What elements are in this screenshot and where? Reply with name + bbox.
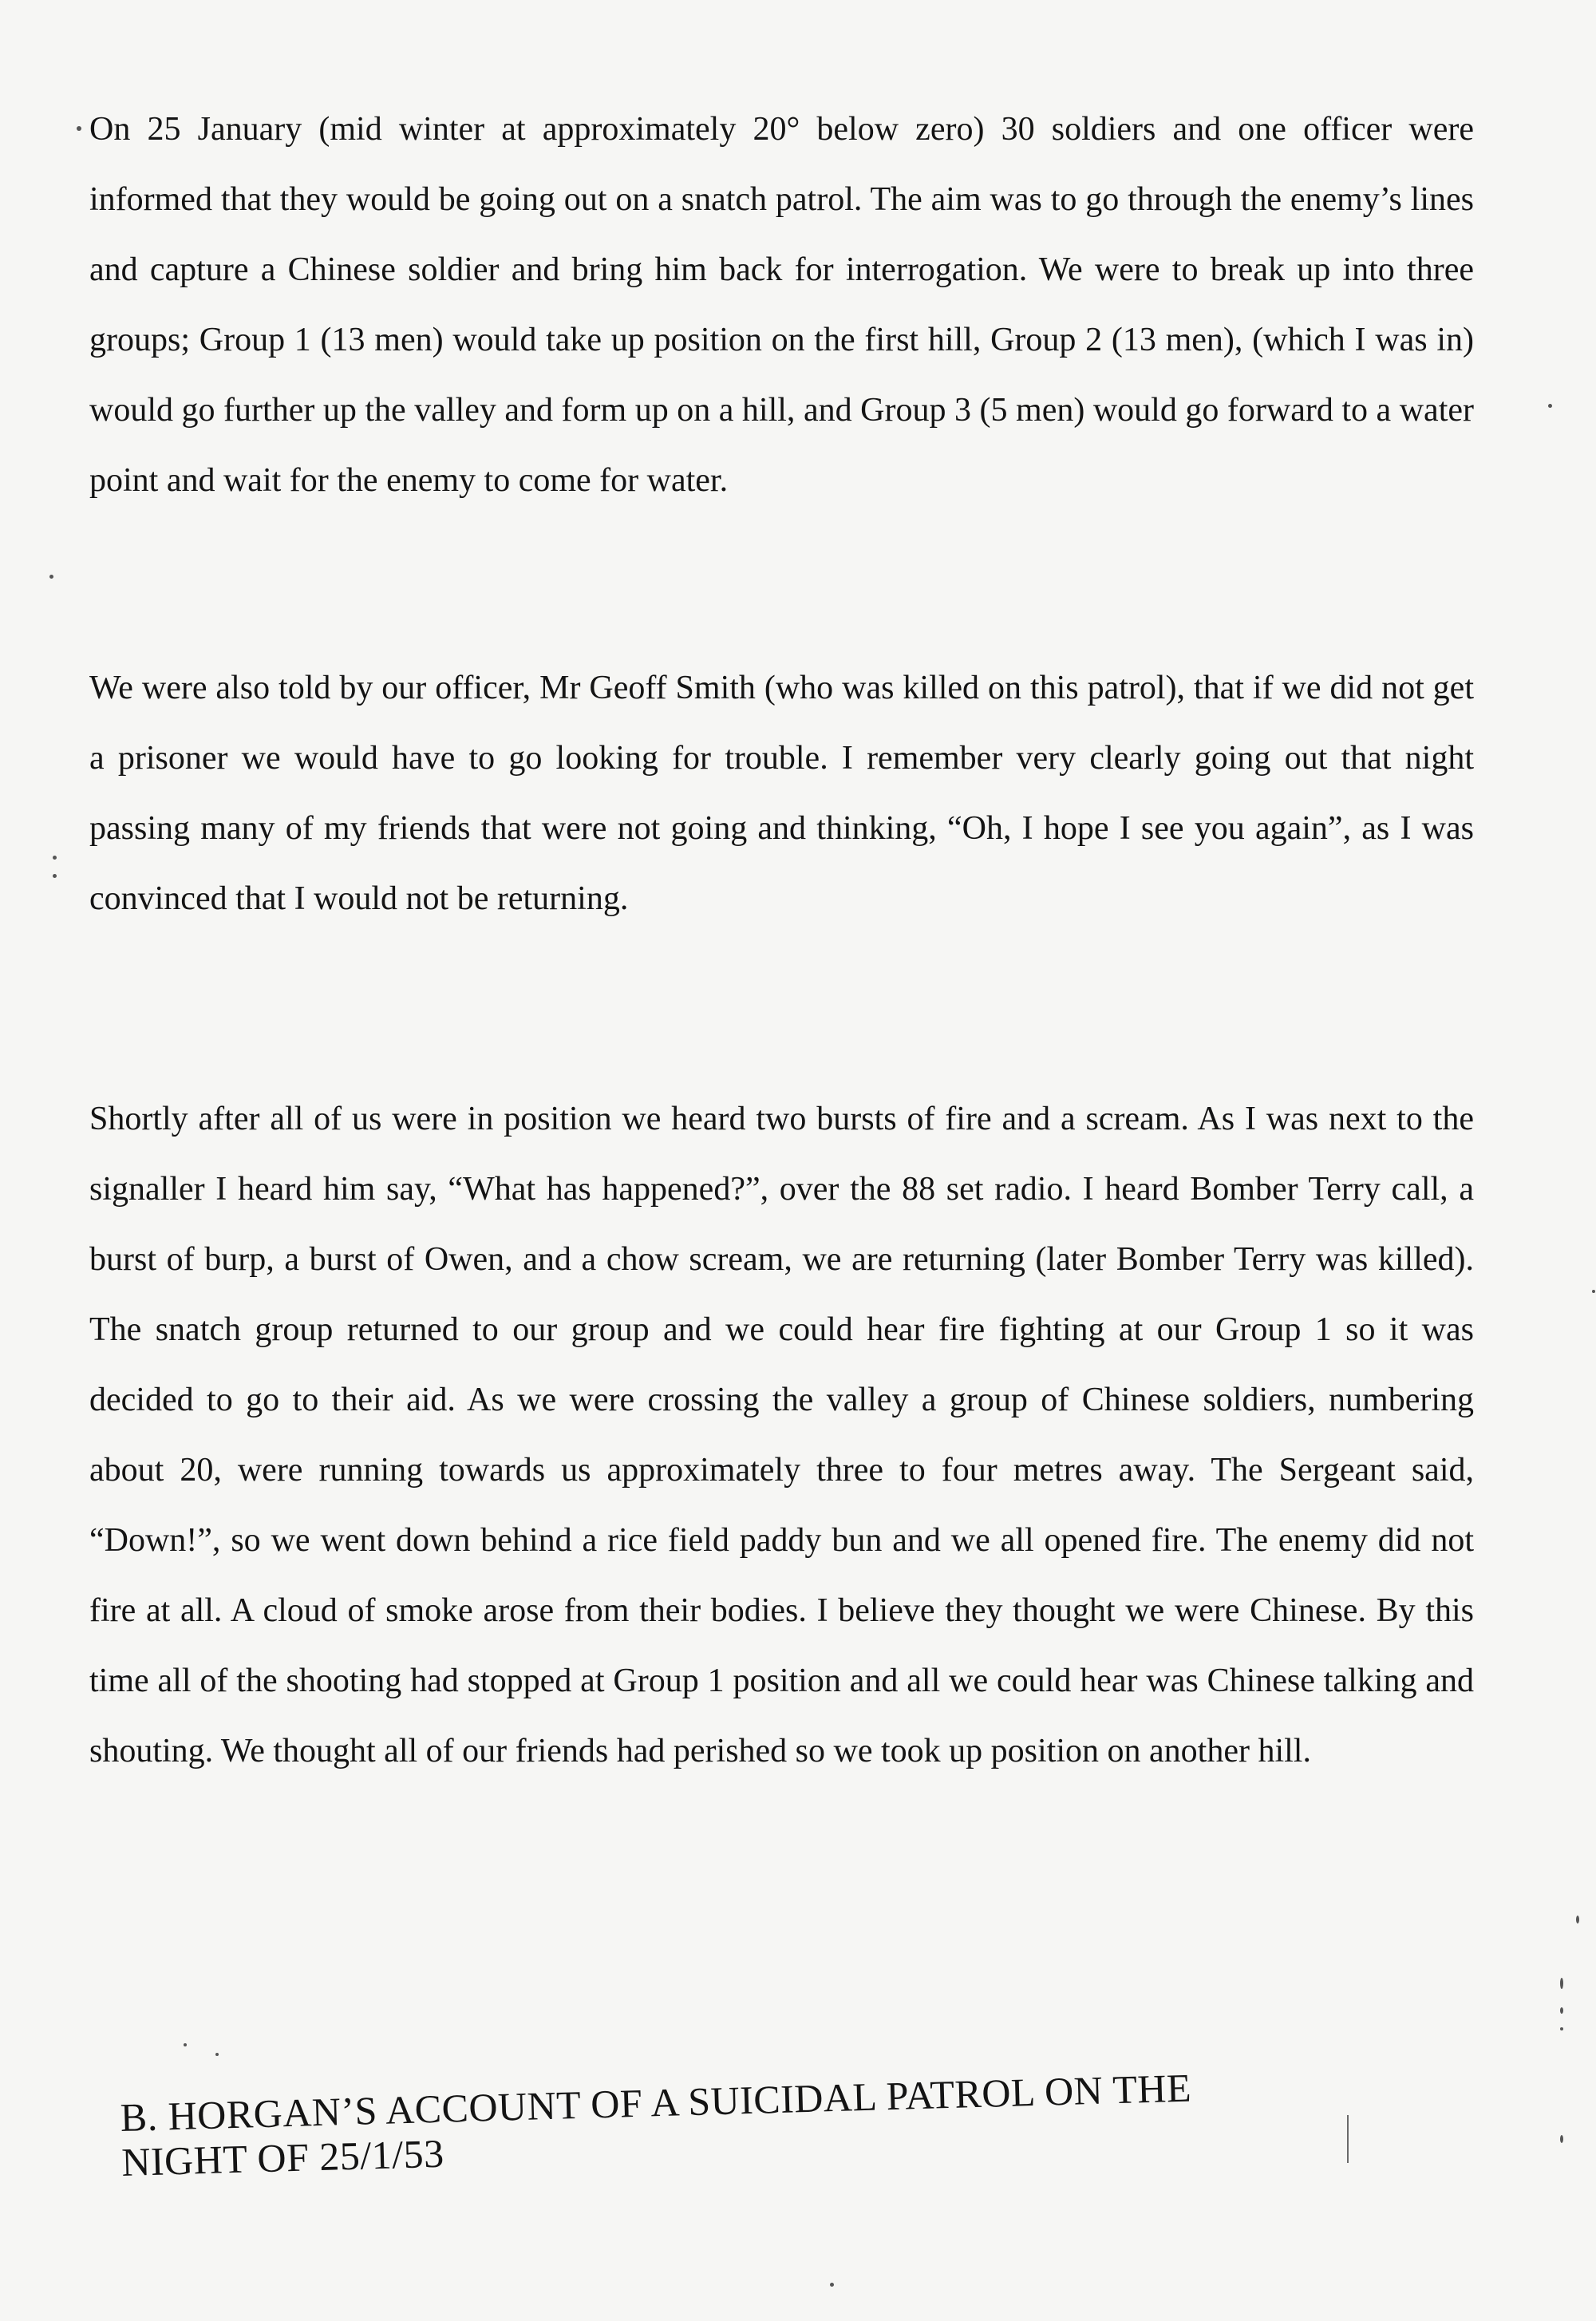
document-caption [120,2060,1367,2185]
caption-line-2: NIGHT OF 25/1/53 [120,2130,445,2185]
scan-speck [1560,2027,1563,2030]
scan-speck [184,2043,187,2046]
caption-line-1: B. HORGAN’S ACCOUNT OF A SUICIDAL PATROL ON THE [120,2065,1192,2140]
scan-speck [1560,2135,1563,2143]
scan-speck [215,2053,219,2056]
scan-speck [77,126,81,131]
scan-speck [53,856,57,860]
scan-speck [1560,2007,1563,2014]
scan-speck [830,2283,834,2287]
paragraph-text: We were also told by our officer, Mr Geoff Smith (who was killed on this patrol), that if we did not get a prisoner we would have to go looking for trouble. I remember very clearly going out that night passing many of my friends that were not going and thinking, “Oh, I hope I see you again”, as I was convinced that I would not be returning. [89,670,1474,917]
scan-speck [53,874,57,878]
paragraph-1 [89,94,1474,516]
scan-speck [49,575,53,579]
scan-edge-mark [1347,2115,1349,2163]
paragraph-text: Shortly after all of us were in position we heard two bursts of fire and a scream. As I was next to the signaller I heard him say, “What has happened?”, over the 88 set radio. I heard Bomber Terry call, a burst of burp, a burst of Owen, and a chow scream, we are returning (later Bomber Terry was killed). The snatch group returned to our group and we could hear fire fighting at our Group 1 so it was decided to go to their aid. As we were crossing the valley a group of Chinese soldiers, numbering about 20, were running towards us approximately three to four metres away. The Sergeant said, “Down!”, so we went down behind a rice field paddy bun and we all opened fire. The enemy did not fire at all. A cloud of smoke arose from their bodies. I believe they thought we were Chinese. By this time all of the shooting had stopped at Group 1 position and all we could hear was Chinese talking and shouting. We thought all of our friends had perished so we took up position on another hill. [89,1101,1474,1769]
scan-speck [1560,1978,1563,1989]
paragraph-2 [89,653,1474,934]
scan-speck [1592,1290,1595,1293]
paragraph-3 [89,1084,1474,1786]
paragraph-text: On 25 January (mid winter at approximately 20° below zero) 30 soldiers and one officer were informed that they would be going out on a snatch patrol. The aim was to go through the enemy’s lines and capture a Chinese soldier and bring him back for interrogation. We were to break up into three groups; Group 1 (13 men) would take up position on the first hill, Group 2 (13 men), (which I was in) would go further up the valley and form up on a hill, and Group 3 (5 men) would go forward to a water point and wait for the enemy to come for water. [89,111,1474,499]
scan-speck [1576,1916,1579,1924]
scan-speck [1548,404,1552,408]
